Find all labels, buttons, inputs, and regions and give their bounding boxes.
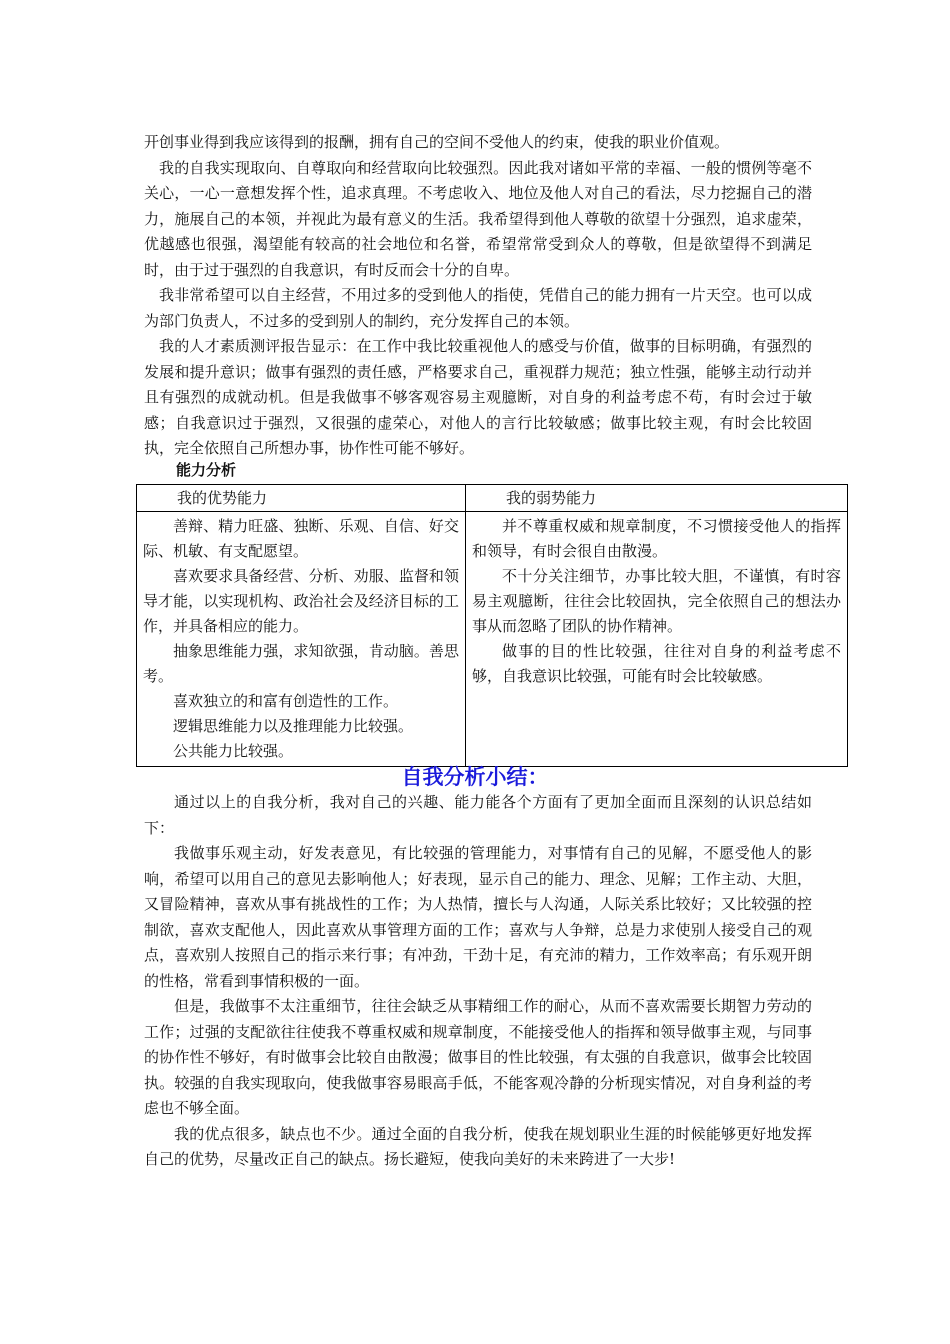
summary-section xyxy=(144,790,812,1173)
weakness-item: 不十分关注细节，办事比较大胆，不谨慎，有时容易主观臆断，往往会比较固执，完全依照自己的想法办事从而忽略了团队的协作精神。 xyxy=(472,567,841,635)
strengths-header: 我的优势能力 xyxy=(137,485,466,512)
weakness-item: 做事的目的性比较强，往往对自身的利益考虑不够，自我意识比较强，可能有时会比较敏感。 xyxy=(472,642,841,685)
intro-paragraph-3: 我非常希望可以自主经营，不用过多的受到他人的指使，凭借自己的能力拥有一片天空。也可以成为部门负责人，不过多的受到别人的制约，充分发挥自己的本领。 xyxy=(144,286,812,330)
strength-item: 善辩、精力旺盛、独断、乐观、自信、好交际、机敏、有支配愿望。 xyxy=(143,517,459,560)
weaknesses-header: 我的弱势能力 xyxy=(466,485,848,512)
summary-paragraph-1: 通过以上的自我分析，我对自己的兴趣、能力能各个方面有了更加全面而且深刻的认识总结如下： xyxy=(144,793,812,837)
summary-paragraph-2: 我做事乐观主动，好发表意见，有比较强的管理能力，对事情有自己的见解，不愿受他人的影响，希望可以用自己的意见去影响他人；好表现，显示自己的能力、理念、见解；工作主动、大胆，又冒险精神，喜欢从事有挑战性的工作；为人热情，擅长与人沟通，人际关系比较好；又比较强的控制欲，喜欢支配他人，因此喜欢从事管理方面的工作；喜欢与人争辩，总是力求使别人接受自己的观点，喜欢别人按照自己的指示来行事；有冲劲，干劲十足，有充沛的精力，工作效率高；有乐观开朗的性格，常看到事情积极的一面。 xyxy=(144,844,812,990)
weaknesses-cell xyxy=(466,512,848,767)
summary-paragraph-4: 我的优点很多，缺点也不少。通过全面的自我分析，使我在规划职业生涯的时候能够更好地发挥自己的优势，尽量改正自己的缺点。扬长避短，使我向美好的未来跨进了一大步! xyxy=(144,1124,812,1168)
strength-item: 抽象思维能力强，求知欲强，肯动脑。善思考。 xyxy=(143,642,459,685)
ability-heading: 能力分析 xyxy=(176,461,237,479)
strength-item: 逻辑思维能力以及推理能力比较强。 xyxy=(173,717,414,735)
summary-title: 自我分析小结： xyxy=(401,765,549,789)
strength-item: 公共能力比较强。 xyxy=(173,742,294,760)
ability-table-body-row xyxy=(137,512,848,767)
strengths-cell xyxy=(137,512,466,767)
ability-table-header-row xyxy=(137,485,848,512)
strength-item: 喜欢要求具备经营、分析、劝服、监督和领导才能，以实现机构、政治社会及经济目标的工作，并具备相应的能力。 xyxy=(143,567,459,635)
intro-paragraph-1: 开创事业得到我应该得到的报酬，拥有自己的空间不受他人的约束，使我的职业价值观。 xyxy=(144,133,730,151)
summary-paragraph-3: 但是，我做事不太注重细节，往往会缺乏从事精细工作的耐心，从而不喜欢需要长期智力劳动的工作；过强的支配欲往往使我不尊重权威和规章制度，不能接受他人的指挥和领导做事主观，与同事的协作性不够好，有时做事会比较自由散漫；做事目的性比较强，有太强的自我意识，做事会比较固执。较强的自我实现取向，使我做事容易眼高手低，不能客观冷静的分析现实情况，对自身利益的考虑也不够全面。 xyxy=(144,997,812,1117)
strength-item: 喜欢独立的和富有创造性的工作。 xyxy=(173,692,399,710)
weakness-item: 并不尊重权威和规章制度，不习惯接受他人的指挥和领导，有时会很自由散漫。 xyxy=(472,517,841,560)
intro-paragraph-2: 我的自我实现取向、自尊取向和经营取向比较强烈。因此我对诸如平常的幸福、一般的惯例等毫不关心，一心一意想发挥个性，追求真理。不考虑收入、地位及他人对自己的看法，尽力挖掘自己的潜力，施展自己的本领，并视此为最有意义的生活。我希望得到他人尊敬的欲望十分强烈，追求虚荣，优越感也很强，渴望能有较高的社会地位和名誉，希望常常受到众人的尊敬，但是欲望得不到满足时，由于过于强烈的自我意识，有时反而会十分的自卑。 xyxy=(144,158,812,279)
intro-paragraph-4: 我的人才素质测评报告显示：在工作中我比较重视他人的感受与价值，做事的目标明确，有强烈的发展和提升意识；做事有强烈的责任感，严格要求自己，重视群力规范；独立性强，能够主动行动并且有强烈的成就动机。但是我做事不够客观容易主观臆断，对自身的利益考虑不苟，有时会过于敏感；自我意识过于强烈，又很强的虚荣心，对他人的言行比较敏感；做事比较主观，有时会比较固执，完全依照自己所想办事，协作性可能不够好。 xyxy=(144,337,812,457)
ability-table xyxy=(136,484,848,767)
intro-section xyxy=(144,130,812,462)
